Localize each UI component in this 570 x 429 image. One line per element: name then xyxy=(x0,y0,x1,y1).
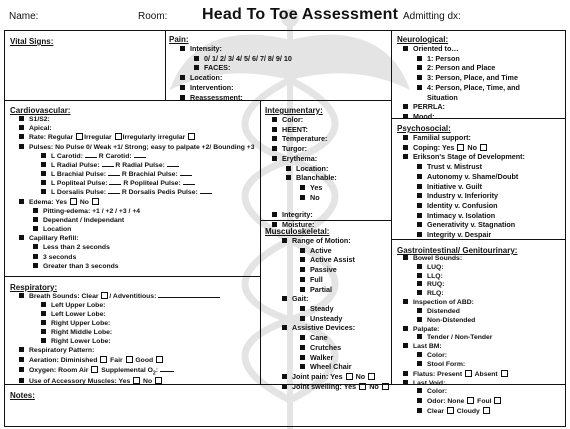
cardiovascular-title: Cardiovascular: xyxy=(10,106,71,115)
checkbox-icon[interactable] xyxy=(403,104,408,109)
erikson-stage: Initiative v. Guilt xyxy=(427,181,482,191)
neurological-title: Neurological: xyxy=(397,35,449,44)
checkbox-icon[interactable] xyxy=(180,85,185,90)
dependent-label: Dependant / Independant xyxy=(43,216,125,224)
checkbox-icon[interactable] xyxy=(403,145,408,150)
familial-support-label: Familial support: xyxy=(413,133,471,142)
distended-label: Distended xyxy=(427,307,460,315)
accessory-yes-box[interactable] xyxy=(133,377,140,384)
oriented-option: 4: Person, Place, Time, and xyxy=(427,82,520,92)
rate-irregular-label: Irregular xyxy=(84,134,112,142)
joint-pain-no-box[interactable] xyxy=(368,373,375,380)
checkbox-icon[interactable] xyxy=(272,136,277,141)
checkbox-icon[interactable] xyxy=(417,164,422,169)
breath-sounds-label: Breath Sounds: Clear xyxy=(29,293,99,300)
r-radial-label: R Radial Pulse: xyxy=(115,161,165,169)
oxygen-colon: : xyxy=(155,366,158,374)
room-label: Room: xyxy=(138,11,168,22)
blanchable-label: Blanchable: xyxy=(296,173,337,183)
checkbox-icon[interactable] xyxy=(41,153,46,158)
oxygen-supplemental-label: Supplemental O xyxy=(101,366,153,374)
l-popliteal-label: L Popliteal Pulse: xyxy=(51,180,108,188)
erikson-stage: Generativity v. Stagnation xyxy=(427,220,516,230)
respiratory-title: Respiratory: xyxy=(10,283,58,292)
checkbox-icon[interactable] xyxy=(180,46,185,51)
odor-foul-label: Foul xyxy=(477,398,492,406)
blanchable-yes-label: Yes xyxy=(310,183,323,193)
oxygen-label: Oxygen: Room Air xyxy=(29,366,89,374)
joint-pain-no-label: No xyxy=(355,372,366,382)
oriented-option: 1: Person xyxy=(427,53,460,63)
checkbox-icon[interactable] xyxy=(417,232,422,237)
checkbox-icon[interactable] xyxy=(41,171,46,176)
oriented-option: 2: Person and Place xyxy=(427,63,496,73)
palpate-label: Palpate: xyxy=(413,325,440,333)
checkbox-icon[interactable] xyxy=(417,203,422,208)
s1s2-label: S1/S2: xyxy=(29,116,50,123)
checkbox-icon[interactable] xyxy=(286,175,291,180)
gait-label: Gait: xyxy=(292,294,309,304)
checkbox-icon[interactable] xyxy=(19,134,24,139)
checkbox-icon[interactable] xyxy=(41,302,46,307)
moisture-label: Moisture: xyxy=(282,220,315,230)
cap-refill-option: Greater than 3 seconds xyxy=(43,262,119,270)
checkbox-icon[interactable] xyxy=(272,146,277,151)
integ-color-label: Color: xyxy=(282,115,304,124)
psychosocial-title: Psychosocial: xyxy=(397,124,451,133)
edema-no-label: No xyxy=(79,198,89,206)
l-radial-label: L Radial Pulse: xyxy=(51,161,100,169)
breath-clear-box[interactable] xyxy=(101,292,108,299)
flatus-absent-label: Absent xyxy=(474,370,498,378)
rom-option: Partial xyxy=(310,284,332,294)
heent-label: HEENT: xyxy=(282,124,308,134)
checkbox-icon[interactable] xyxy=(417,174,422,179)
rate-irregularly-box[interactable] xyxy=(188,133,195,140)
checkbox-icon[interactable] xyxy=(403,255,408,260)
capillary-refill-label: Capillary Refill: xyxy=(29,235,79,243)
joint-swelling-label: Joint swelling: Yes xyxy=(292,381,357,391)
checkbox-icon[interactable] xyxy=(403,135,408,140)
r-popliteal-label: R Popliteal Pulse: xyxy=(123,180,181,188)
oriented-option-cont: Situation xyxy=(427,92,458,102)
checkbox-icon[interactable] xyxy=(33,226,38,231)
ruq-label: RUQ: xyxy=(427,281,445,289)
erikson-stage: Integrity v. Despair xyxy=(427,230,492,240)
notes-title: Notes: xyxy=(10,391,35,400)
pain-reassessment-label: Reassessment: xyxy=(190,92,243,102)
l-carotid-label: L Carotid: xyxy=(51,152,83,160)
temperature-label: Temperature: xyxy=(282,134,328,144)
edema-location-label: Location xyxy=(43,226,72,234)
admitting-dx-label: Admitting dx: xyxy=(403,11,461,22)
checkbox-icon[interactable] xyxy=(300,248,305,253)
lobe-label: Left Lower Lobe: xyxy=(51,310,106,318)
checkbox-icon[interactable] xyxy=(403,326,408,331)
checkbox-icon[interactable] xyxy=(300,364,305,369)
coping-no-box[interactable] xyxy=(480,144,487,151)
checkbox-icon[interactable] xyxy=(300,287,305,292)
checkbox-icon[interactable] xyxy=(33,217,38,222)
checkbox-icon[interactable] xyxy=(33,263,38,268)
checkbox-icon[interactable] xyxy=(403,299,408,304)
rom-option: Passive xyxy=(310,265,337,275)
checkbox-icon[interactable] xyxy=(403,371,408,376)
r-carotid-label: R Carotid: xyxy=(98,152,132,160)
checkbox-icon[interactable] xyxy=(300,335,305,340)
cap-refill-option: Less than 2 seconds xyxy=(43,244,110,252)
pain-scale: 0/ 1/ 2/ 3/ 4/ 5/ 6/ 7/ 8/ 9/ 10 xyxy=(204,53,292,63)
respiratory-pattern-label: Respiratory Pattern: xyxy=(29,346,95,354)
r-dorsalis-label: R Dorsalis Pedis Pulse: xyxy=(121,189,198,197)
pain-intensity-label: Intensity: xyxy=(190,44,222,53)
checkbox-icon[interactable] xyxy=(300,316,305,321)
page-title: Head To Toe Assessment xyxy=(202,6,399,23)
apical-label: Apical: xyxy=(29,125,52,133)
checkbox-icon[interactable] xyxy=(417,56,422,61)
edema-yes-box[interactable] xyxy=(70,198,77,205)
rate-irregular-box[interactable] xyxy=(115,133,122,140)
checkbox-icon[interactable] xyxy=(19,116,24,121)
checkbox-icon[interactable] xyxy=(417,193,422,198)
erythema-label: Erythema: xyxy=(282,153,318,163)
cloudy-label: Cloudy xyxy=(456,408,480,416)
erikson-stage: Identity v. Confusion xyxy=(427,201,498,211)
name-label: Name: xyxy=(9,11,39,22)
joint-pain-label: Joint pain: Yes xyxy=(292,372,343,382)
pain-faces-label: FACES: xyxy=(204,63,231,73)
erythema-location-label: Location: xyxy=(296,163,329,173)
blanchable-no-label: No xyxy=(310,192,320,202)
mood-label: Mood: xyxy=(413,112,435,122)
erikson-stage: Industry v. Inferiority xyxy=(427,191,498,201)
form-header xyxy=(0,0,570,30)
bowel-sounds-label: Bowel Sounds: xyxy=(413,255,463,262)
oxygen-subscript: 2 xyxy=(152,370,156,377)
checkbox-icon[interactable] xyxy=(300,267,305,272)
pulses-label: Pulses: No Pulse 0/ Weak +1/ Strong; easy to palpate +2/ Bounding +3 xyxy=(29,143,255,151)
integrity-label: Integrity: xyxy=(282,210,313,220)
last-bm-label: Last BM: xyxy=(413,343,442,351)
checkbox-icon[interactable] xyxy=(282,238,287,243)
flatus-label: Flatus: Present xyxy=(413,370,463,378)
accessory-no-box[interactable] xyxy=(155,377,162,384)
turgor-label: Turgor: xyxy=(282,144,308,154)
oriented-label: Oriented to… xyxy=(413,44,459,53)
lobe-label: Left Upper Lobe: xyxy=(51,301,106,309)
checkbox-icon[interactable] xyxy=(19,347,24,352)
range-of-motion-label: Range of Motion: xyxy=(292,236,351,245)
flatus-present-box[interactable] xyxy=(465,370,472,377)
rlq-label: RLQ: xyxy=(427,290,444,298)
aeration-fair-box[interactable] xyxy=(126,356,133,363)
checkbox-icon[interactable] xyxy=(19,144,24,149)
erikson-stage: Intimacy v. Isolation xyxy=(427,210,496,220)
last-void-label: Last Void: xyxy=(413,379,446,387)
checkbox-icon[interactable] xyxy=(19,125,24,130)
pitting-edema-label: Pitting-edema: +1 / +2 / +3 / +4 xyxy=(43,207,141,215)
gastrointestinal-title: Gastrointestinal/ Genitourinary: xyxy=(397,246,518,255)
checkbox-icon[interactable] xyxy=(282,296,287,301)
checkbox-icon[interactable] xyxy=(417,334,422,339)
erikson-stage: Autonomy v. Shame/Doubt xyxy=(427,171,519,181)
checkbox-icon[interactable] xyxy=(282,374,287,379)
joint-swelling-no-label: No xyxy=(369,381,379,391)
luq-label: LUQ: xyxy=(427,263,444,271)
checkbox-icon[interactable] xyxy=(180,75,185,80)
erikson-label: Erikson's Stage of Development: xyxy=(413,152,525,162)
accessory-muscles-label: Use of Accessory Muscles: Yes xyxy=(29,377,131,385)
checkbox-icon[interactable] xyxy=(417,75,422,80)
oxygen-room-air-box[interactable] xyxy=(91,366,98,373)
rate-irregularly-label: Irregularly irregular xyxy=(122,134,186,142)
rate-label: Rate: Regular xyxy=(29,134,74,142)
rom-option: Active Assist xyxy=(310,255,355,265)
rom-option: Full xyxy=(310,274,323,284)
checkbox-icon[interactable] xyxy=(41,162,46,167)
void-color-label: Color: xyxy=(427,388,448,396)
checkbox-icon[interactable] xyxy=(41,329,46,334)
checkbox-icon[interactable] xyxy=(403,343,408,348)
checkbox-icon[interactable] xyxy=(300,185,305,190)
checkbox-icon[interactable] xyxy=(300,345,305,350)
integumentary-title: Integumentary: xyxy=(265,106,323,115)
checkbox-icon[interactable] xyxy=(403,46,408,51)
checkbox-icon[interactable] xyxy=(19,378,24,383)
pain-location-label: Location: xyxy=(190,73,223,83)
checkbox-icon[interactable] xyxy=(282,325,287,330)
l-dorsalis-label: L Dorsalis Pulse: xyxy=(51,189,107,197)
checkbox-icon[interactable] xyxy=(300,306,305,311)
checkbox-icon[interactable] xyxy=(41,180,46,185)
pain-intervention-label: Intervention: xyxy=(190,82,234,92)
checkbox-icon[interactable] xyxy=(19,367,24,372)
stool-form-label: Stool Form: xyxy=(427,360,466,368)
clear-label: Clear xyxy=(427,408,445,416)
checkbox-icon[interactable] xyxy=(417,184,422,189)
checkbox-icon[interactable] xyxy=(417,308,422,313)
checkbox-icon[interactable] xyxy=(300,277,305,282)
checkbox-icon[interactable] xyxy=(403,154,408,159)
checkbox-icon[interactable] xyxy=(41,338,46,343)
aeration-good-label: Good xyxy=(135,356,154,364)
aeration-good-box[interactable] xyxy=(156,356,163,363)
inspection-abd-label: Inspection of ABD: xyxy=(413,299,474,307)
oriented-option: 3: Person, Place, and Time xyxy=(427,73,518,83)
checkbox-icon[interactable] xyxy=(33,208,38,213)
assistive-option: Walker xyxy=(310,352,334,362)
bm-color-label: Color: xyxy=(427,352,448,360)
odor-label: Odor: None xyxy=(427,398,465,406)
checkbox-icon[interactable] xyxy=(272,117,277,122)
checkbox-icon[interactable] xyxy=(194,65,199,70)
coping-label: Coping: Yes xyxy=(413,142,455,152)
checkbox-icon[interactable] xyxy=(33,254,38,259)
flatus-absent-box[interactable] xyxy=(501,370,508,377)
coping-yes-box[interactable] xyxy=(457,144,464,151)
checkbox-icon[interactable] xyxy=(19,199,24,204)
joint-pain-yes-box[interactable] xyxy=(346,373,353,380)
coping-no-label: No xyxy=(467,142,477,152)
gait-option: Unsteady xyxy=(310,313,343,323)
cap-refill-option: 3 seconds xyxy=(43,253,77,261)
checkbox-icon[interactable] xyxy=(300,257,305,262)
checkbox-icon[interactable] xyxy=(286,166,291,171)
checkbox-icon[interactable] xyxy=(417,317,422,322)
tender-label: Tender / Non-Tender xyxy=(427,334,493,342)
edema-label: Edema: Yes xyxy=(29,198,68,206)
checkbox-icon[interactable] xyxy=(417,213,422,218)
checkbox-icon[interactable] xyxy=(41,189,46,194)
checkbox-icon[interactable] xyxy=(19,357,24,362)
checkbox-icon[interactable] xyxy=(417,361,422,366)
pain-title: Pain: xyxy=(169,35,189,44)
lobe-label: Right Upper Lobe: xyxy=(51,319,111,327)
checkbox-icon[interactable] xyxy=(194,56,199,61)
rate-regular-box[interactable] xyxy=(76,133,83,140)
checkbox-icon[interactable] xyxy=(300,195,305,200)
checkbox-icon[interactable] xyxy=(41,311,46,316)
checkbox-icon[interactable] xyxy=(417,222,422,227)
checkbox-icon[interactable] xyxy=(417,85,422,90)
checkbox-icon[interactable] xyxy=(272,212,277,217)
checkbox-icon[interactable] xyxy=(19,235,24,240)
assistive-option: Crutches xyxy=(310,342,342,352)
edema-no-box[interactable] xyxy=(92,198,99,205)
checkbox-icon[interactable] xyxy=(417,281,422,286)
lobe-label: Right Lower Lobe: xyxy=(51,337,111,345)
checkbox-icon[interactable] xyxy=(19,293,24,298)
checkbox-icon[interactable] xyxy=(417,65,422,70)
assistive-option: Wheel Chair xyxy=(310,362,352,372)
checkbox-icon[interactable] xyxy=(272,127,277,132)
aeration-diminished-box[interactable] xyxy=(100,356,107,363)
non-distended-label: Non-Distended xyxy=(427,316,476,324)
assistive-option: Cane xyxy=(310,333,328,343)
aeration-fair-label: Fair xyxy=(110,356,123,364)
checkbox-icon[interactable] xyxy=(417,264,422,269)
checkbox-icon[interactable] xyxy=(417,290,422,295)
accessory-no-label: No xyxy=(143,377,153,385)
musculoskeletal-title: Musculoskeletal: xyxy=(265,227,330,236)
checkbox-icon[interactable] xyxy=(33,244,38,249)
aeration-label: Aeration: Diminished xyxy=(29,356,98,364)
lobe-label: Right Middle Lobe: xyxy=(51,328,113,336)
perrla-label: PERRLA: xyxy=(413,102,445,112)
gait-option: Steady xyxy=(310,304,334,314)
llq-label: LLQ: xyxy=(427,272,443,280)
assistive-devices-label: Assistive Devices: xyxy=(292,323,356,333)
checkbox-icon[interactable] xyxy=(300,355,305,360)
vital-signs-title: Vital Signs: xyxy=(10,37,54,46)
erikson-stage: Trust v. Mistrust xyxy=(427,162,482,172)
adventitious-label: / Adventitious: xyxy=(109,293,157,300)
checkbox-icon[interactable] xyxy=(272,156,277,161)
checkbox-icon[interactable] xyxy=(41,320,46,325)
checkbox-icon[interactable] xyxy=(417,352,422,357)
checkbox-icon[interactable] xyxy=(180,95,185,100)
r-brachial-label: R Brachial Pulse: xyxy=(121,171,178,179)
rom-option: Active xyxy=(310,245,332,255)
checkbox-icon[interactable] xyxy=(417,273,422,278)
l-brachial-label: L Brachial Pulse: xyxy=(51,171,107,179)
